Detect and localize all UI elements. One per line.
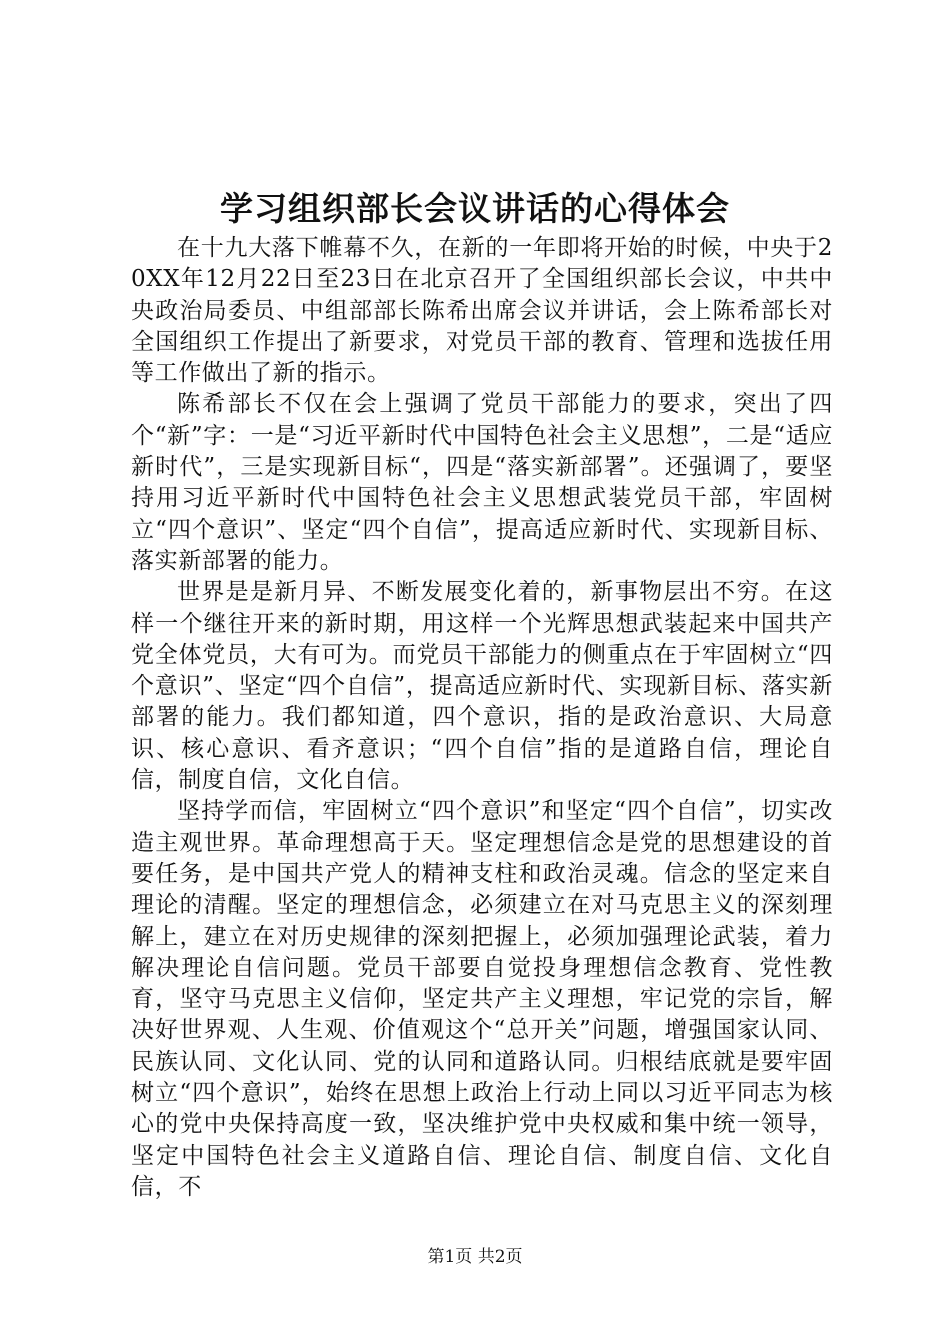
document-title: 学习组织部长会议讲话的心得体会 <box>220 189 730 228</box>
paragraph-3: 世界是是新月异、不断发展变化着的，新事物层出不穷。在这样一个继往开来的新时期，用这样一个光辉思想武装起来中国共产党全体党员，大有可为。而党员干部能力的侧重点在于牢固树立“四个意识”、坚定“四个自信”，提高适应新时代、实现新目标、落实新部署的能力。我们都知道，四个意识，指的是政治意识、大局意识、核心意识、看齐意识；“四个自信”指的是道路自信，理论自信，制度自信，文化自信。 <box>131 579 833 794</box>
document-body <box>131 233 833 1203</box>
paragraph-2: 陈希部长不仅在会上强调了党员干部能力的要求，突出了四个“新”字：一是“习近平新时代中国特色社会主义思想”，二是“适应新时代”，三是实现新目标“，四是“落实新部署”。还强调了，要坚持用习近平新时代中国特色社会主义思想武装党员干部，牢固树立“四个意识”、坚定“四个自信”，提高适应新时代、实现新目标、落实新部署的能力。 <box>131 391 833 574</box>
paragraph-4: 坚持学而信，牢固树立“四个意识”和坚定“四个自信”，切实改造主观世界。革命理想高于天。坚定理想信念是党的思想建设的首要任务，是中国共产党人的精神支柱和政治灵魂。信念的坚定来自理论的清醒。坚定的理想信念，必须建立在对马克思主义的深刻理解上，建立在对历史规律的深刻把握上，必须加强理论武装，着力解决理论自信问题。党员干部要自觉投身理想信念教育、党性教育，坚守马克思主义信仰，坚定共产主义理想，牢记党的宗旨，解决好世界观、人生观、价值观这个“总开关”问题，增强国家认同、民族认同、文化认同、党的认同和道路认同。归根结底就是要牢固树立“四个意识”，始终在思想上政治上行动上同以习近平同志为核心的党中央保持高度一致，坚决维护党中央权威和集中统一领导，坚定中国特色社会主义道路自信、理论自信、制度自信、文化自信，不 <box>131 798 833 1200</box>
page-number-footer: 第1页 共2页 <box>427 1247 523 1267</box>
paragraph-1: 在十九大落下帷幕不久，在新的一年即将开始的时候，中央于20XX年12月22日至23日在北京召开了全国组织部长会议，中共中央政治局委员、中组部部长陈希出席会议并讲话，会上陈希部长对全国组织工作提出了新要求，对党员干部的教育、管理和选拔任用等工作做出了新的指示。 <box>131 235 833 387</box>
